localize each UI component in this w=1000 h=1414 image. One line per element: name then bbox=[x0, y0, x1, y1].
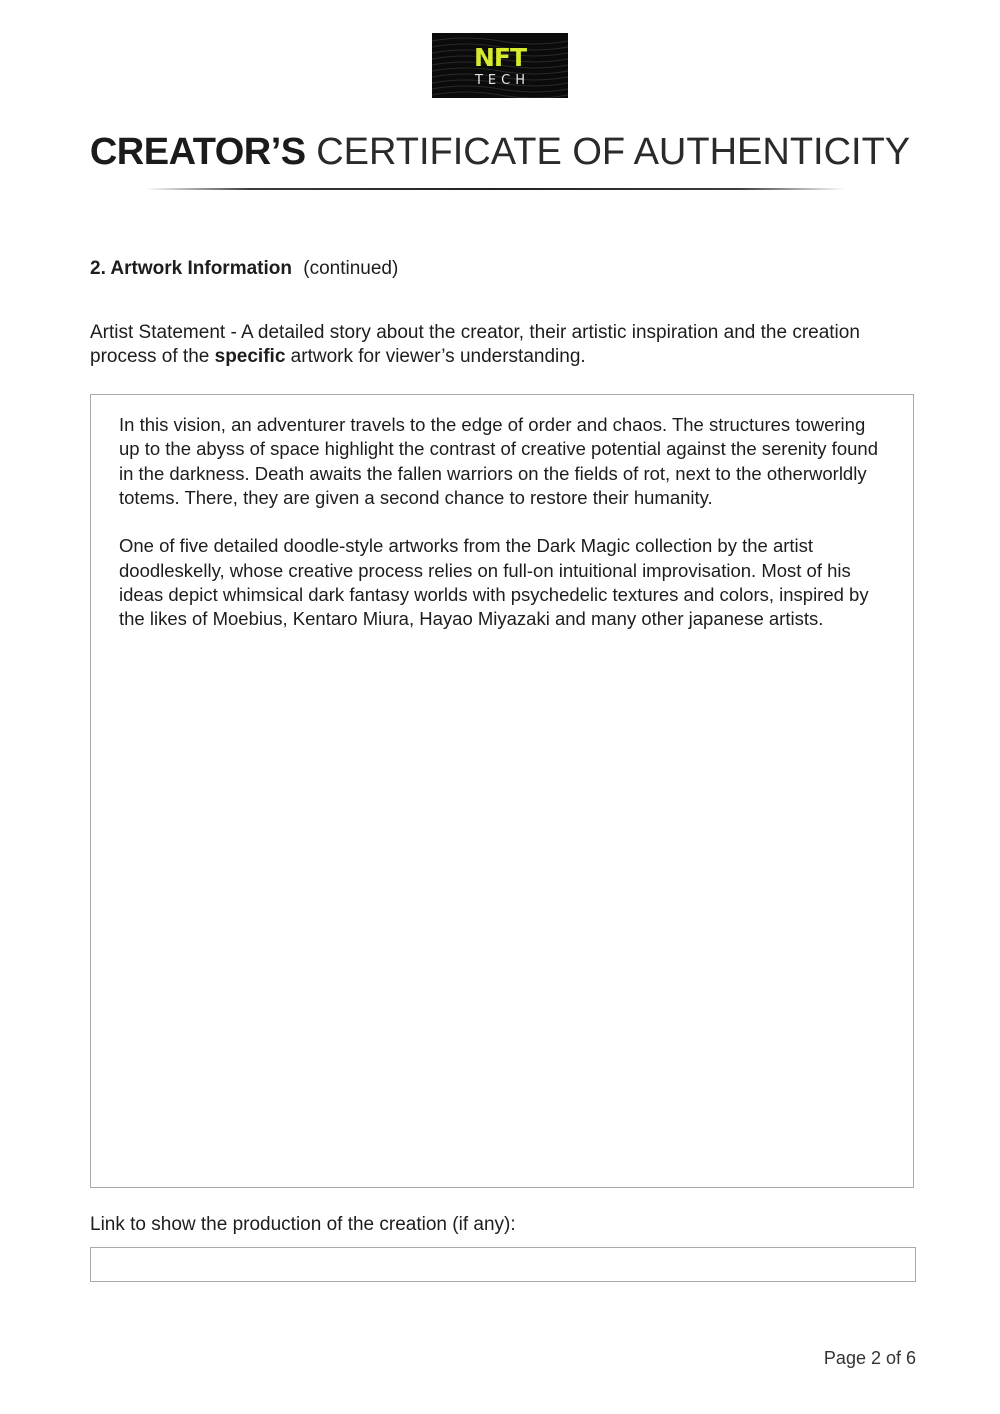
statement-paragraph: One of five detailed doodle-style artworks from the Dark Magic collection by the artist doodleskelly, whose creative process relies on full-on intuitional improvisation. Most of his ideas depict whimsical dark fantasy worlds with psychedelic textures and colors, inspired by the likes of Moebius, Kentaro Miura, Hayao Miyazaki and many other japanese artists. bbox=[119, 535, 869, 630]
statement-paragraph: In this vision, an adventurer travels to the edge of order and chaos. The structures towering up to the abyss of space highlight the contrast of creative potential against the serenity found in the darkness. Death awaits the fallen warriors on the fields of rot, next to the otherworldly totems. There, they are given a second chance to restore their humanity. bbox=[119, 414, 878, 508]
logo-nft-text: NFT bbox=[473, 43, 527, 72]
section-heading-suffix: (continued) bbox=[303, 258, 399, 279]
production-link-label: Link to show the production of the creation (if any): bbox=[90, 1214, 516, 1235]
page-title-rest: CERTIFICATE OF AUTHENTICITY bbox=[316, 131, 911, 173]
statement-desc-part1: Artist Statement - A detailed story about the creator, their artistic inspiration and the creation process of the bbox=[90, 322, 860, 367]
section-heading-title: 2. Artwork Information bbox=[90, 258, 292, 279]
page-title-bold: CREATOR’S bbox=[89, 131, 306, 173]
artist-statement-field[interactable] bbox=[90, 394, 914, 1188]
section-heading bbox=[90, 256, 398, 282]
artist-statement-description bbox=[90, 321, 890, 369]
logo-tech-text: TECH bbox=[474, 73, 530, 88]
production-link-input[interactable] bbox=[90, 1247, 916, 1282]
nft-tech-logo bbox=[432, 33, 568, 98]
statement-desc-part2: artwork for viewer’s understanding. bbox=[285, 346, 586, 367]
title-divider bbox=[145, 188, 845, 190]
page-number: Page 2 of 6 bbox=[823, 1348, 916, 1368]
page-title bbox=[0, 128, 1000, 176]
statement-desc-emphasis: specific bbox=[214, 346, 286, 367]
